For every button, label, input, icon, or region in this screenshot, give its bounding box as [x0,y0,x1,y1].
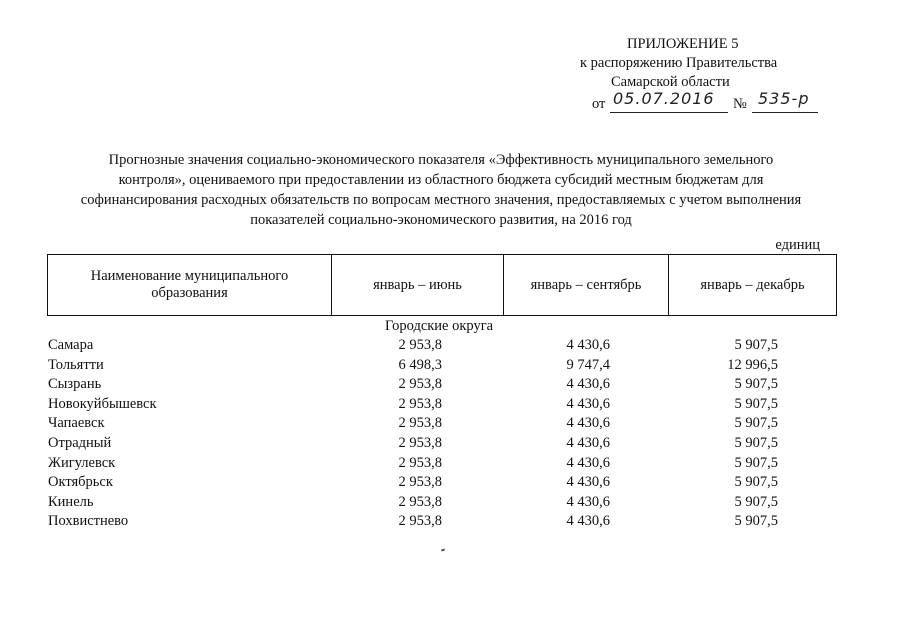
title-line-4: показателей социально-экономического развития, на 2016 год [250,212,632,228]
region-name: Самарской области [611,74,730,90]
municipality-name: Жигулевск [48,454,116,471]
municipality-name: Самара [48,337,94,353]
value-jan-dec: 5 907,5 [734,337,778,353]
value-jan-dec: 5 907,5 [734,513,778,530]
value-jan-sep: 4 430,6 [566,395,610,412]
units-label: единиц [775,237,820,253]
title-line-2: контроля», оцениваемого при предоставлении из областного бюджета субсидий местным бюджетам для [118,172,764,188]
table-row [47,414,836,434]
municipality-name: Октябрьск [48,474,113,491]
value-jan-jun: 2 953,8 [398,337,442,353]
value-jan-jun: 6 498,3 [398,356,442,373]
value-jan-jun: 2 953,8 [398,376,442,393]
table-row [47,336,836,356]
value-jan-dec: 5 907,5 [734,454,778,471]
column-header-jan-dec: январь – декабрь [669,255,837,316]
municipality-name: Чапаевск [48,415,105,432]
table-header [47,254,837,316]
table-body [47,336,836,532]
municipality-name: Тольятти [48,356,104,373]
value-jan-sep: 4 430,6 [566,474,610,491]
value-jan-dec: 5 907,5 [734,493,778,510]
appendix-title: ПРИЛОЖЕНИЕ 5 [627,36,739,52]
value-jan-jun: 2 953,8 [398,513,442,530]
table-row [47,454,836,474]
table-row [47,356,836,376]
decree-number: 535-р [758,89,810,108]
municipality-name: Новокуйбышевск [48,395,157,412]
value-jan-sep: 4 430,6 [566,513,610,530]
table-row [47,473,836,493]
value-jan-jun: 2 953,8 [398,434,442,451]
table-row [47,434,836,454]
scan-speck [441,548,445,551]
value-jan-dec: 5 907,5 [734,415,778,432]
decree-reference: к распоряжению Правительства [580,55,778,71]
value-jan-jun: 2 953,8 [398,474,442,491]
value-jan-sep: 4 430,6 [566,493,610,510]
value-jan-sep: 9 747,4 [566,356,610,373]
table-row [47,375,836,395]
value-jan-sep: 4 430,6 [566,337,610,353]
value-jan-dec: 5 907,5 [734,474,778,491]
municipality-name: Кинель [48,493,94,510]
value-jan-dec: 12 996,5 [727,356,778,373]
number-underline [752,112,818,113]
table-row [47,512,836,532]
value-jan-jun: 2 953,8 [398,395,442,412]
value-jan-jun: 2 953,8 [398,415,442,432]
value-jan-jun: 2 953,8 [398,454,442,471]
municipality-name: Сызрань [48,376,102,393]
section-heading: Городские округа [385,318,494,334]
date-prefix-label: от [592,96,606,112]
municipality-name: Похвистнево [48,513,129,530]
value-jan-sep: 4 430,6 [566,434,610,451]
value-jan-dec: 5 907,5 [734,395,778,412]
title-line-1: Прогнозные значения социально-экономического показателя «Эффективность муниципального земельного [108,152,774,168]
value-jan-sep: 4 430,6 [566,376,610,393]
table-row [47,395,836,415]
column-header-municipality: Наименование муниципального образования [48,255,332,316]
table-row [47,493,836,513]
value-jan-dec: 5 907,5 [734,434,778,451]
date-underline [610,112,728,113]
column-header-jan-sep: январь – сентябрь [504,255,669,316]
value-jan-dec: 5 907,5 [734,376,778,393]
decree-date: 05.07.2016 [613,89,715,108]
number-label: № [733,96,747,112]
column-header-jan-jun: январь – июнь [332,255,504,316]
value-jan-jun: 2 953,8 [398,493,442,510]
value-jan-sep: 4 430,6 [566,415,610,432]
value-jan-sep: 4 430,6 [566,454,610,471]
municipality-name: Отрадный [48,434,112,451]
document-title [60,150,822,230]
title-line-3: софинансирования расходных обязательств по вопросам местного значения, предоставляемых с учетом выполнения [80,192,802,208]
